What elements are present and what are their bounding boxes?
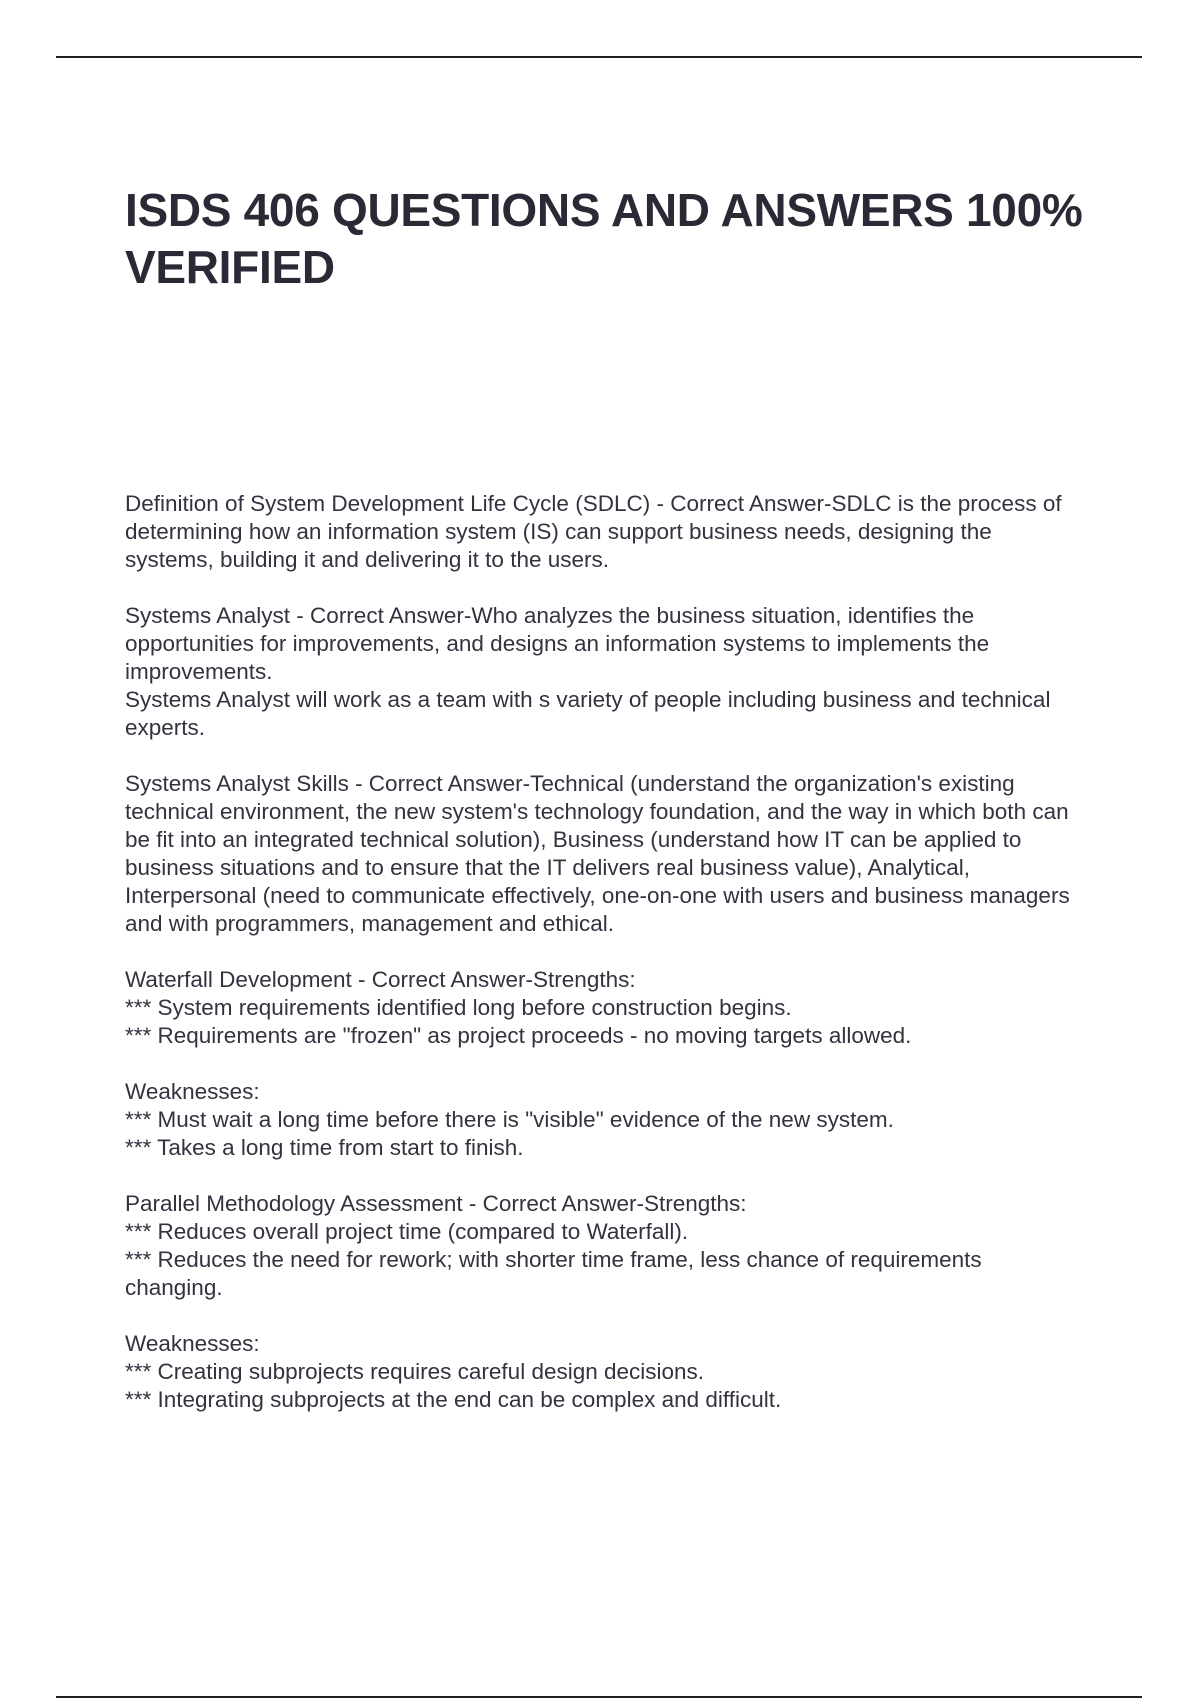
text-line: determining how an information system (IS) can support business needs, designing the <box>125 519 992 544</box>
text-line: Weaknesses: <box>125 1079 260 1104</box>
text-line: systems, building it and delivering it to the users. <box>125 547 609 572</box>
text-line: Systems Analyst will work as a team with s variety of people including business and technical <box>125 687 1051 712</box>
text-line: business situations and to ensure that the IT delivers real business value), Analytical, <box>125 855 971 880</box>
text-line: Parallel Methodology Assessment - Correct Answer-Strengths: <box>125 1191 747 1216</box>
text-line: *** Requirements are "frozen" as project proceeds - no moving targets allowed. <box>125 1023 912 1048</box>
text-line: and with programmers, management and ethical. <box>125 911 615 936</box>
text-line: *** Must wait a long time before there is "visible" evidence of the new system. <box>125 1107 894 1132</box>
text-line: *** Integrating subprojects at the end can be complex and difficult. <box>125 1387 782 1412</box>
text-line: be fit into an integrated technical solution), Business (understand how IT can be applied to <box>125 827 1022 852</box>
text-line: technical environment, the new system's technology foundation, and the way in which both can <box>125 799 1069 824</box>
text-line: Systems Analyst - Correct Answer-Who analyzes the business situation, identifies the <box>125 603 975 628</box>
text-line: *** Creating subprojects requires careful design decisions. <box>125 1359 705 1384</box>
text-line: Waterfall Development - Correct Answer-Strengths: <box>125 967 636 992</box>
text-line: *** Takes a long time from start to finish. <box>125 1135 524 1160</box>
text-line: opportunities for improvements, and designs an information systems to implements the <box>125 631 990 656</box>
qa-waterfall-weaknesses <box>125 1078 1155 1162</box>
qa-parallel-weaknesses <box>125 1330 1155 1414</box>
document-body <box>125 490 1155 1414</box>
qa-waterfall-strengths <box>125 966 1155 1050</box>
qa-sdlc-definition <box>125 490 1155 574</box>
qa-systems-analyst <box>125 602 1155 742</box>
top-rule <box>56 56 1142 58</box>
title-line: VERIFIED <box>125 241 335 293</box>
text-line: *** Reduces overall project time (compared to Waterfall). <box>125 1219 689 1244</box>
qa-systems-analyst-skills <box>125 770 1155 938</box>
text-line: *** System requirements identified long before construction begins. <box>125 995 792 1020</box>
qa-parallel-strengths <box>125 1190 1155 1302</box>
text-line: improvements. <box>125 659 273 684</box>
text-line: *** Reduces the need for rework; with shorter time frame, less chance of requirements <box>125 1247 982 1272</box>
text-line: experts. <box>125 715 206 740</box>
text-line: Definition of System Development Life Cycle (SDLC) - Correct Answer-SDLC is the process of <box>125 491 1062 516</box>
title-line: ISDS 406 QUESTIONS AND ANSWERS 100% <box>125 184 1083 236</box>
text-line: Weaknesses: <box>125 1331 260 1356</box>
page-title <box>125 182 1155 296</box>
text-line: Systems Analyst Skills - Correct Answer-Technical (understand the organization's existing <box>125 771 1015 796</box>
bottom-rule <box>56 1696 1142 1698</box>
text-line: changing. <box>125 1275 223 1300</box>
text-line: Interpersonal (need to communicate effectively, one-on-one with users and business managers <box>125 883 1070 908</box>
